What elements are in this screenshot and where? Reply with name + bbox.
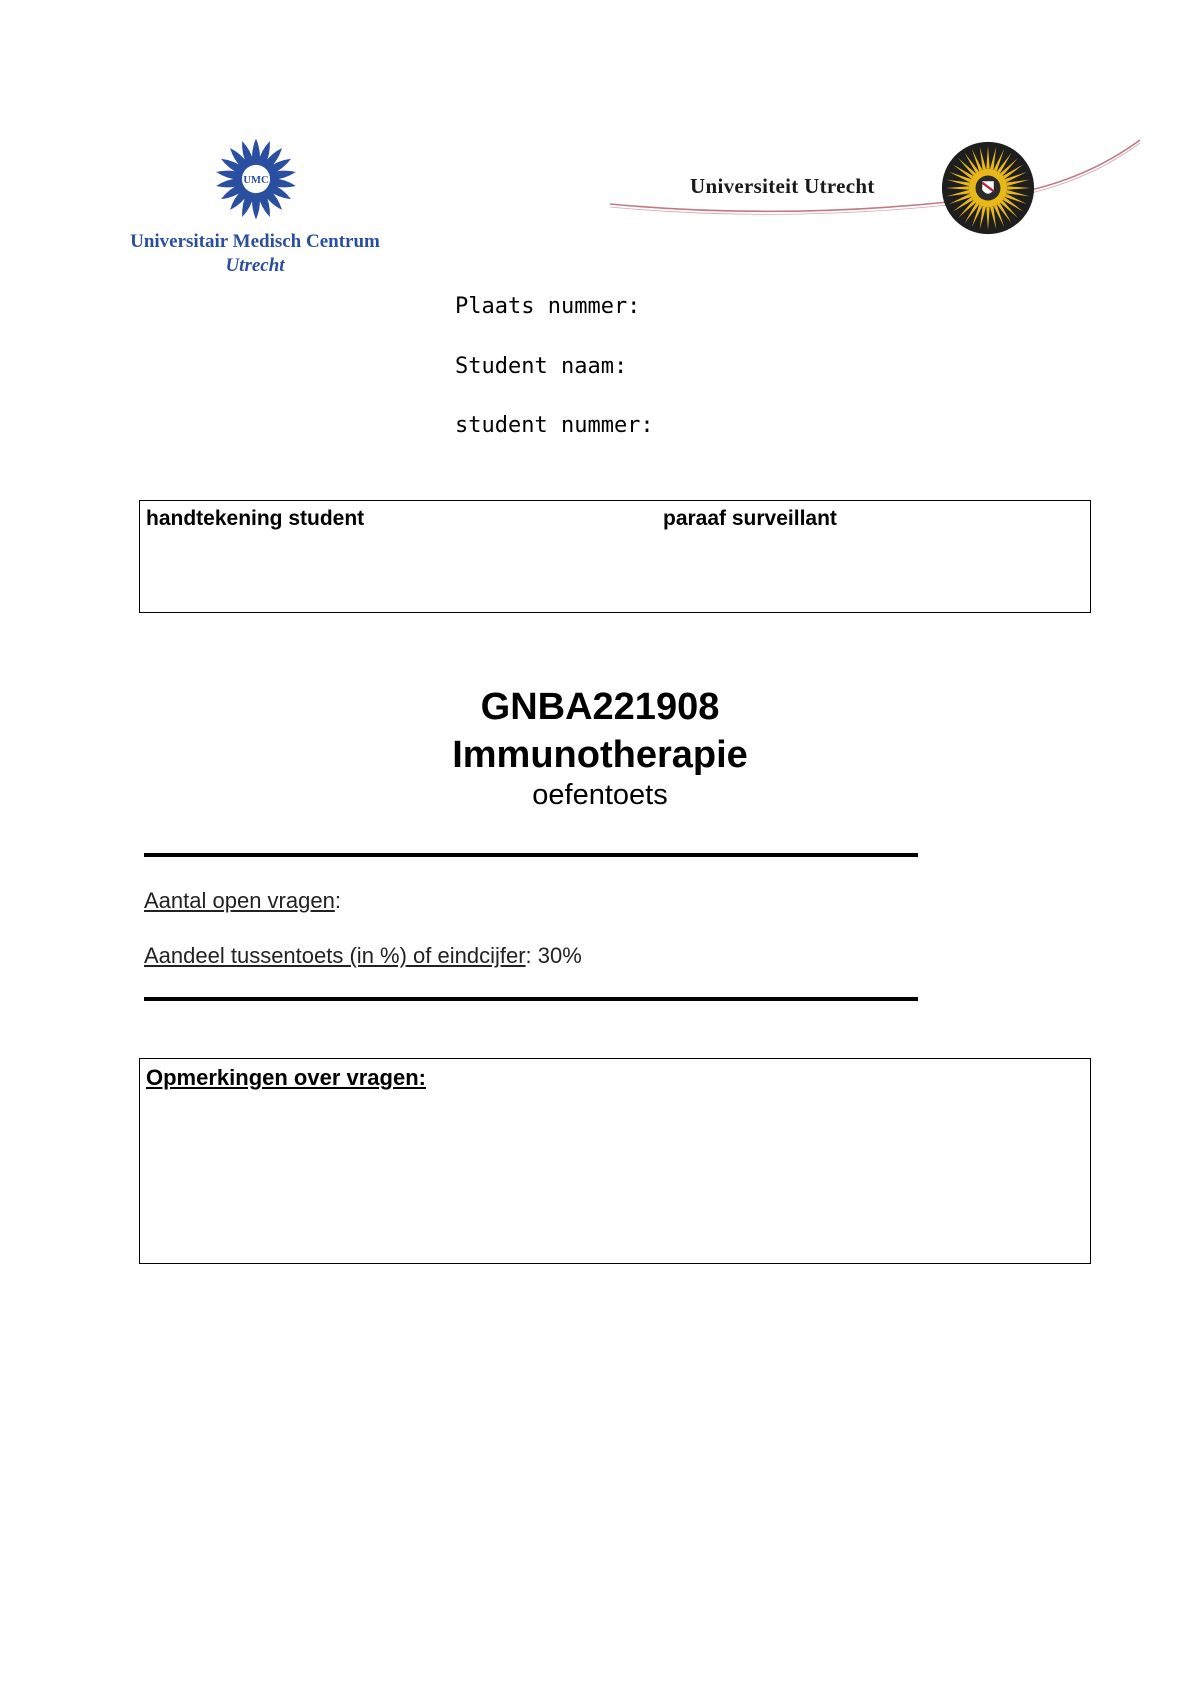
exam-code: GNBA221908 — [480, 686, 720, 728]
uu-name: Universiteit Utrecht — [690, 174, 875, 198]
signature-box — [139, 500, 1091, 613]
umc-sun-icon — [212, 135, 300, 223]
divider — [144, 853, 918, 857]
student-signature-label: handtekening student — [146, 507, 365, 530]
exam-subtitle: oefentoets — [532, 779, 668, 811]
remarks-title: Opmerkingen over vragen: — [146, 1065, 426, 1090]
open-questions-value: : — [334, 888, 341, 913]
divider — [144, 997, 918, 1001]
umc-city: Utrecht — [225, 255, 285, 276]
exam-title: Immunotherapie — [452, 734, 748, 776]
share-line — [144, 943, 582, 969]
umc-logo — [110, 135, 400, 285]
student-number-field: student nummer: — [455, 413, 654, 438]
share-value: : 30% — [525, 943, 582, 968]
uu-swoosh-line — [600, 130, 1160, 230]
share-label: Aandeel tussentoets (in %) of eindcijfer — [144, 943, 526, 968]
remarks-box — [139, 1058, 1091, 1264]
uu-seal-icon — [940, 140, 1036, 236]
supervisor-initials-label: paraaf surveillant — [663, 507, 837, 530]
open-questions-line — [144, 888, 341, 914]
student-name-field: Student naam: — [455, 354, 628, 379]
umc-name: Universitair Medisch Centrum — [130, 231, 380, 252]
place-number-field: Plaats nummer: — [455, 294, 641, 319]
umc-ray — [252, 139, 260, 164]
umc-ray — [252, 195, 260, 220]
umc-badge-text: UMC — [243, 174, 269, 186]
open-questions-label: Aantal open vragen — [144, 888, 335, 913]
